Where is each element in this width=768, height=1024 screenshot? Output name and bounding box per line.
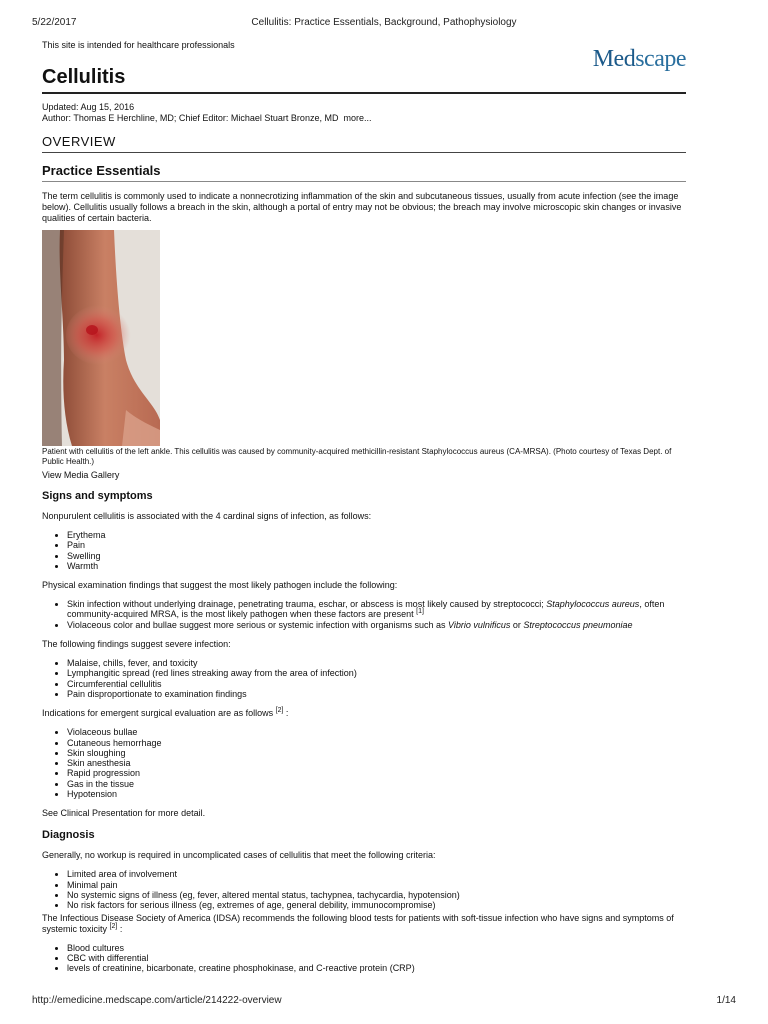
author-line: Author: Thomas E Herchline, MD; Chief Editor: Michael Stuart Bronze, MD more... bbox=[42, 113, 372, 123]
intro-paragraph: The term cellulitis is commonly used to indicate a nonnecrotizing inflammation of the skin and subcutaneous tissues, usually from acute infection (see the image below). Cellulitis usually follows a breach in the skin, although a portal of entry may not be obvious; the breach may involve microscopic skin changes or invasive qualities of certain bacteria. bbox=[42, 191, 682, 223]
signs-paragraph-1: Nonpurulent cellulitis is associated with the 4 cardinal signs of infection, as follows: bbox=[42, 511, 372, 521]
diagnosis-paragraph-1: Generally, no workup is required in uncomplicated cases of cellulitis that meet the following criteria: bbox=[42, 850, 436, 861]
print-url: http://emedicine.medscape.com/article/214222-overview bbox=[32, 995, 282, 1006]
ankle-illustration bbox=[42, 230, 160, 446]
medscape-logo[interactable]: Medscape bbox=[592, 46, 686, 72]
heading-signs-symptoms: Signs and symptoms bbox=[42, 490, 153, 502]
section-overview: OVERVIEW bbox=[42, 134, 686, 153]
reference-link[interactable]: [2] bbox=[275, 707, 284, 715]
article-meta bbox=[42, 102, 686, 124]
list-item: • No systemic signs of illness (eg, fever, altered mental status, tachypnea, tachycardia, hypotension) bbox=[67, 890, 686, 900]
list-item: • Lymphangitic spread (red lines streaking away from the area of infection) bbox=[67, 668, 686, 678]
print-date: 5/22/2017 bbox=[32, 17, 77, 28]
list-item: • Gas in the tissue bbox=[67, 779, 686, 789]
heading-diagnosis: Diagnosis bbox=[42, 829, 95, 842]
list-item: • Rapid progression bbox=[67, 768, 686, 778]
reference-link[interactable]: [2] bbox=[109, 922, 118, 930]
list-item: • Skin anesthesia bbox=[67, 758, 686, 768]
updated-date: Updated: Aug 15, 2016 bbox=[42, 102, 135, 112]
surgical-evaluation-list bbox=[42, 727, 686, 799]
professional-notice: This site is intended for healthcare professionals bbox=[42, 40, 235, 50]
print-title: Cellulitis: Practice Essentials, Background, Pathophysiology bbox=[251, 17, 517, 28]
list-item: • CBC with differential bbox=[67, 953, 686, 963]
signs-paragraph-3: The following findings suggest severe infection: bbox=[42, 639, 231, 650]
list-item: • Skin infection without underlying drainage, penetrating trauma, eschar, or abscess is most likely caused by streptococci; Staphylococcus aureus, often community-acquired MRSA, is the most likely pathogen when these factors are present [1] bbox=[67, 599, 686, 620]
uncomplicated-criteria-list bbox=[42, 869, 686, 910]
pathogen-findings-list bbox=[42, 599, 686, 630]
list-item: • Skin sloughing bbox=[67, 748, 686, 758]
list-item: • Warmth bbox=[67, 561, 686, 571]
image-caption: Patient with cellulitis of the left ankle. This cellulitis was caused by community-acquired methicillin-resistant Staphylococcus aureus (CA-MRSA). (Photo courtesy of Texas Dept. of Public Health.) bbox=[42, 447, 672, 466]
list-item: • Limited area of involvement bbox=[67, 869, 686, 879]
list-item: • Malaise, chills, fever, and toxicity bbox=[67, 658, 686, 668]
heading-practice-essentials: Practice Essentials bbox=[42, 163, 686, 182]
signs-paragraph-4: Indications for emergent surgical evaluation are as follows [2] : bbox=[42, 707, 289, 719]
list-item: • Swelling bbox=[67, 551, 686, 561]
list-item: • Erythema bbox=[67, 530, 686, 540]
article-content bbox=[42, 40, 686, 973]
more-link[interactable]: more... bbox=[343, 113, 372, 123]
severe-infection-list bbox=[42, 658, 686, 699]
clinical-presentation-note: See Clinical Presentation for more detail. bbox=[42, 808, 206, 819]
list-item: • Cutaneous hemorrhage bbox=[67, 738, 686, 748]
list-item: • Violaceous color and bullae suggest more serious or systemic infection with organisms such as Vibrio vulnificus or Streptococcus pneumoniae bbox=[67, 620, 686, 630]
signs-paragraph-2: Physical examination findings that suggest the most likely pathogen include the following: bbox=[42, 580, 398, 591]
list-item: • Circumferential cellulitis bbox=[67, 679, 686, 689]
list-item: • Pain bbox=[67, 540, 686, 550]
cellulitis-ankle-photo[interactable] bbox=[42, 230, 160, 446]
list-item: • Minimal pain bbox=[67, 880, 686, 890]
list-item: • Pain disproportionate to examination findings bbox=[67, 689, 686, 699]
diagnosis-paragraph-2: The Infectious Disease Society of America (IDSA) recommends the following blood tests for patients with soft-tissue infection who have signs and symptoms of systemic toxicity [2] : bbox=[42, 912, 674, 934]
list-item: • Hypotension bbox=[67, 789, 686, 799]
blood-tests-list bbox=[42, 943, 686, 974]
list-item: • No risk factors for serious illness (eg, extremes of age, general debility, immunocompromise) bbox=[67, 900, 686, 910]
page-title: Cellulitis bbox=[42, 66, 686, 94]
list-item: • Blood cultures bbox=[67, 943, 686, 953]
cardinal-signs-list bbox=[42, 530, 686, 571]
list-item: • levels of creatinine, bicarbonate, creatine phosphokinase, and C-reactive protein (CRP) bbox=[67, 963, 686, 973]
view-media-gallery-link[interactable]: View Media Gallery bbox=[42, 470, 120, 480]
list-item: • Violaceous bullae bbox=[67, 727, 686, 737]
reference-link[interactable]: [1] bbox=[416, 608, 424, 616]
page-number: 1/14 bbox=[716, 995, 736, 1006]
